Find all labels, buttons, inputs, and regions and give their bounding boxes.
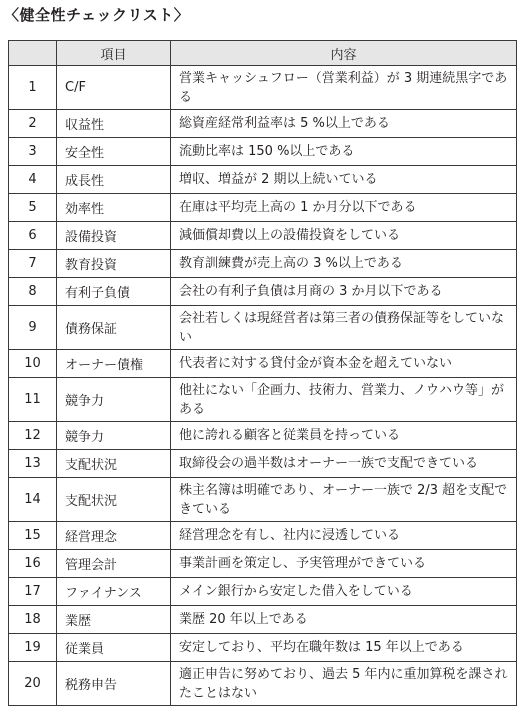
header-no: [9, 41, 57, 66]
table-row: [9, 422, 517, 450]
row-number: 6: [9, 222, 57, 250]
table-header-row: [9, 41, 517, 66]
table-row: [9, 194, 517, 222]
row-number: 14: [9, 478, 57, 522]
row-number: 16: [9, 550, 57, 578]
row-item: 競争力: [57, 422, 171, 450]
row-item: 効率性: [57, 194, 171, 222]
row-number: 4: [9, 166, 57, 194]
row-number: 8: [9, 278, 57, 306]
row-number: 18: [9, 606, 57, 634]
table-row: [9, 138, 517, 166]
row-content: 事業計画を策定し、予実管理ができている: [171, 550, 517, 578]
table-row: [9, 478, 517, 522]
row-item: 従業員: [57, 634, 171, 662]
row-content: 会社若しくは現経営者は第三者の債務保証等をしていない: [171, 306, 517, 350]
table-row: [9, 634, 517, 662]
row-item: 安全性: [57, 138, 171, 166]
row-item: 教育投資: [57, 250, 171, 278]
row-content: 会社の有利子負債は月商の 3 か月以下である: [171, 278, 517, 306]
row-number: 12: [9, 422, 57, 450]
row-item: 成長性: [57, 166, 171, 194]
table-row: [9, 66, 517, 110]
row-item: 収益性: [57, 110, 171, 138]
row-content: 取締役会の過半数はオーナー一族で支配できている: [171, 450, 517, 478]
row-number: 15: [9, 522, 57, 550]
row-content: 他社にない「企画力、技術力、営業力、ノウハウ等」がある: [171, 378, 517, 422]
row-content: 総資産経常利益率は 5 %以上である: [171, 110, 517, 138]
table-row: [9, 278, 517, 306]
row-content: 業歴 20 年以上である: [171, 606, 517, 634]
row-item: 債務保証: [57, 306, 171, 350]
row-item: 競争力: [57, 378, 171, 422]
checklist-table: [8, 40, 517, 706]
row-number: 9: [9, 306, 57, 350]
row-content: 在庫は平均売上高の 1 か月分以下である: [171, 194, 517, 222]
row-item: ファイナンス: [57, 578, 171, 606]
row-content: 適正申告に努めており、過去 5 年内に重加算税を課されたことはない: [171, 662, 517, 706]
row-item: 設備投資: [57, 222, 171, 250]
row-number: 13: [9, 450, 57, 478]
row-number: 3: [9, 138, 57, 166]
table-row: [9, 606, 517, 634]
row-item: 業歴: [57, 606, 171, 634]
table-row: [9, 222, 517, 250]
row-number: 1: [9, 66, 57, 110]
row-item: 支配状況: [57, 478, 171, 522]
row-number: 7: [9, 250, 57, 278]
table-row: [9, 350, 517, 378]
row-item: オーナー債権: [57, 350, 171, 378]
row-content: 株主名簿は明確であり、オーナー一族で 2/3 超を支配できている: [171, 478, 517, 522]
table-row: [9, 522, 517, 550]
row-number: 20: [9, 662, 57, 706]
row-item: 有利子負債: [57, 278, 171, 306]
table-row: [9, 450, 517, 478]
row-content: 経営理念を有し、社内に浸透している: [171, 522, 517, 550]
table-row: [9, 662, 517, 706]
row-content: 教育訓練費が売上高の 3 %以上である: [171, 250, 517, 278]
row-content: 減価償却費以上の設備投資をしている: [171, 222, 517, 250]
row-content: 代表者に対する貸付金が資本金を超えていない: [171, 350, 517, 378]
row-item: 管理会計: [57, 550, 171, 578]
row-number: 19: [9, 634, 57, 662]
row-content: 増収、増益が 2 期以上続いている: [171, 166, 517, 194]
row-number: 11: [9, 378, 57, 422]
row-content: メイン銀行から安定した借入をしている: [171, 578, 517, 606]
table-row: [9, 578, 517, 606]
row-item: 経営理念: [57, 522, 171, 550]
row-content: 流動比率は 150 %以上である: [171, 138, 517, 166]
row-content: 営業キャッシュフロー（営業利益）が 3 期連続黒字である: [171, 66, 517, 110]
row-number: 5: [9, 194, 57, 222]
header-content: 内容: [171, 41, 517, 66]
row-item: 税務申告: [57, 662, 171, 706]
table-row: [9, 250, 517, 278]
row-content: 他に誇れる顧客と従業員を持っている: [171, 422, 517, 450]
row-item: C/F: [57, 66, 171, 110]
page-title: 〈健全性チェックリスト〉: [4, 6, 190, 24]
row-content: 安定しており、平均在職年数は 15 年以上である: [171, 634, 517, 662]
table-row: [9, 378, 517, 422]
table-row: [9, 110, 517, 138]
table-row: [9, 166, 517, 194]
table-row: [9, 306, 517, 350]
row-number: 17: [9, 578, 57, 606]
header-item: 項目: [57, 41, 171, 66]
row-item: 支配状況: [57, 450, 171, 478]
row-number: 2: [9, 110, 57, 138]
row-number: 10: [9, 350, 57, 378]
table-row: [9, 550, 517, 578]
